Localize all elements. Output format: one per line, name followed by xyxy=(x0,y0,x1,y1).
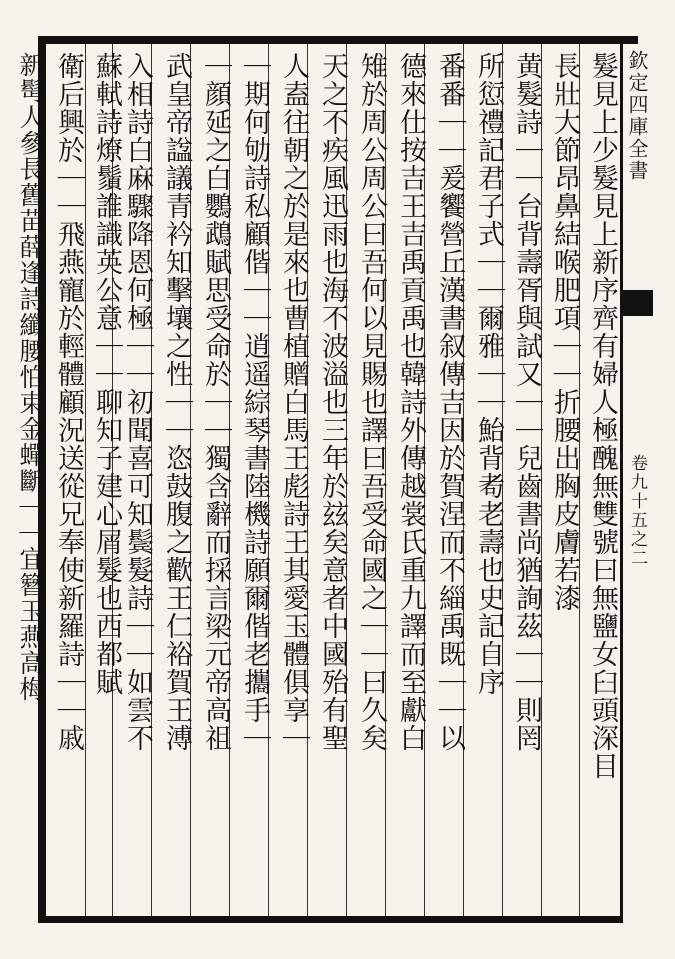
text-column-10: ｜期何劬詩私顧偕｜｜逍遥綜琴書陸機詩願爾偕老攜手｜ xyxy=(239,52,270,752)
fishtail-mark xyxy=(623,290,653,316)
spine-title: 欽定四庫全書 xyxy=(625,50,649,182)
text-column-3: 黄髮詩｜｜台背壽胥與試又｜｜兒齒書尚猶詢茲｜｜則罔 xyxy=(511,52,542,752)
spine-volume: 卷九十五之二 xyxy=(627,454,647,568)
text-column-12: 武皇帝諡議青衿知擊壤之性｜｜恣鼓腹之歡王仁裕賀王溥 xyxy=(161,52,192,752)
text-column-13: 入相詩白麻驟降恩何極｜｜初聞喜可知鬓髮詩｜｜如雲不 xyxy=(122,52,153,752)
frame-top-border xyxy=(38,36,638,44)
text-column-2: 長壯大節昂鼻結喉肥項｜｜折腰出胸皮膚若漆 xyxy=(549,52,580,612)
text-column-9: 人盍往朝之於是來也曹植贈白馬王彪詩王其愛玉體俱享｜ xyxy=(278,52,309,752)
text-column-14: 蘇軾詩燎鬚誰識英公意｜｜聊知子建心屑髮也西都賦 xyxy=(91,52,122,696)
text-column-7: 雉於周公周公曰吾何以見賜也譯曰吾受命國之｜｜曰久矣 xyxy=(356,52,387,752)
text-column-8: 天之不疾風迅雨也海不波溢也三年於玆矣意者中國殆有聖 xyxy=(317,52,348,752)
frame-bottom-border xyxy=(38,916,622,923)
text-column-16: 新髩人參長舊苗薛逢詩纖腰怕束金蟬斷｜｜宜簪玉燕高梅 xyxy=(16,52,45,702)
text-column-1: 髮見上少髮見上新序齊有婦人極醜無雙號曰無鹽女臼頭深目 xyxy=(587,52,618,780)
text-column-15: 衛后興於｜｜飛燕寵於輕體顧況送從兄奉使新羅詩｜｜戚 xyxy=(53,52,84,752)
text-column-5: 番番｜｜爰饗營丘漢書叙傳吉因於賀涅而不緇禹既｜｜以 xyxy=(434,52,465,752)
text-column-4: 所愆禮記君子式｜｜爾雅｜｜鮐背耇老壽也史記自序 xyxy=(473,52,504,696)
book-spine xyxy=(623,44,651,916)
text-column-6: 德來仕按吉王吉禹貢禹也韓詩外傳越裳氏重九譯而至獻白 xyxy=(395,52,426,752)
text-column-11: ｜顔延之白鸚鵡賦思受命於｜｜獨含辭而採言梁元帝高祖 xyxy=(200,52,231,752)
